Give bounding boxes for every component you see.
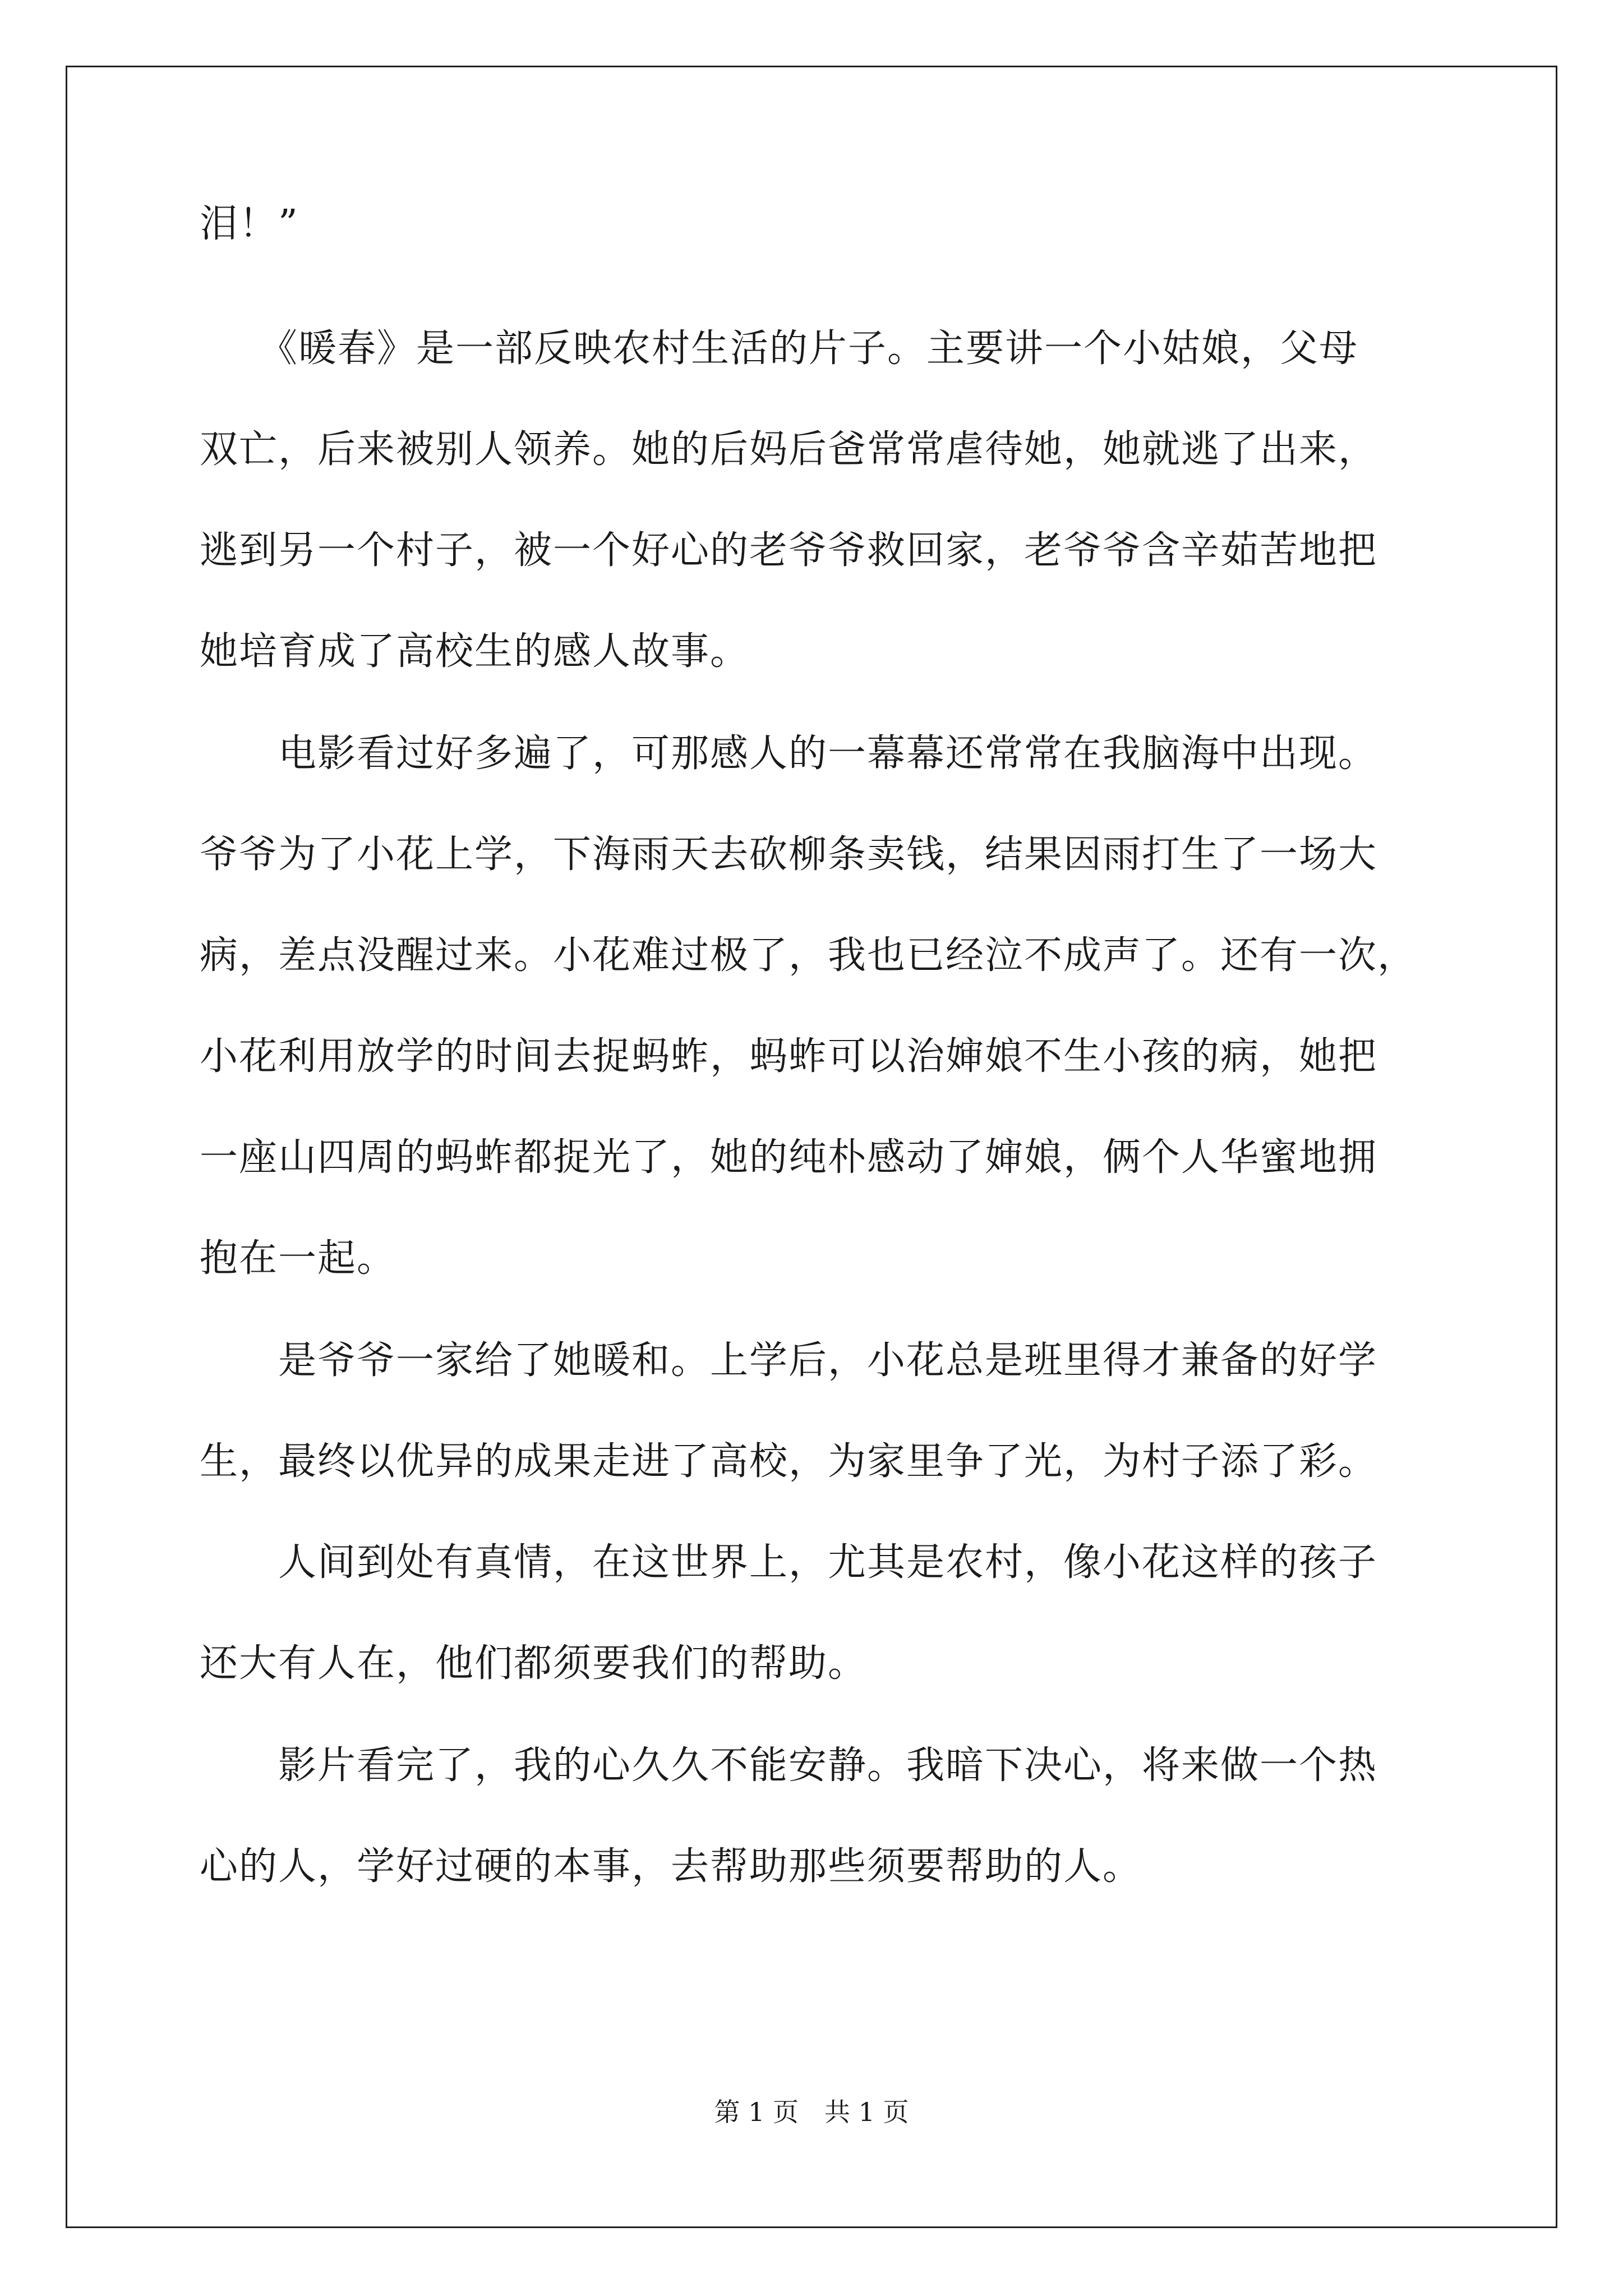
text-line: 逃到另一个村子，被一个好心的老爷爷救回家，老爷爷含辛茹苦地把 — [200, 528, 1378, 573]
text-line: 电影看过好多遍了，可那感人的一幕幕还常常在我脑海中出现。 — [200, 731, 1378, 776]
text-line: 是爷爷一家给了她暖和。上学后，小花总是班里得才兼备的好学 — [200, 1338, 1378, 1383]
text-line: 双亡，后来被别人领养。她的后妈后爸常常虐待她，她就逃了出来， — [200, 427, 1378, 472]
text-line: 人间到处有真情，在这世界上，尤其是农村，像小花这样的孩子 — [200, 1540, 1378, 1585]
text-line: 生，最终以优异的成果走进了高校，为家里争了光，为村子添了彩。 — [200, 1439, 1378, 1484]
text-line: 心的人，学好过硬的本事，去帮助那些须要帮助的人。 — [200, 1844, 1142, 1889]
text-line: 小花利用放学的时间去捉蚂蚱，蚂蚱可以治婶娘不生小孩的病，她把 — [200, 1034, 1378, 1079]
page-footer — [0, 2095, 1623, 2129]
text-line: 还大有人在，他们都须要我们的帮助。 — [200, 1641, 868, 1686]
text-line: 一座山四周的蚂蚱都捉光了，她的纯朴感动了婶娘，俩个人华蜜地拥 — [200, 1135, 1378, 1180]
text-line: 她培育成了高校生的感人故事。 — [200, 629, 750, 674]
page-number: 第 1 页 共 1 页 — [714, 2097, 909, 2127]
text-line: 抱在一起。 — [200, 1236, 396, 1281]
text-line: 病，差点没醒过来。小花难过极了，我也已经泣不成声了。还有一次， — [200, 933, 1417, 978]
text-line: 《暖春》是一部反映农村生活的片子。主要讲一个小姑娘，父母 — [200, 326, 1359, 371]
text-line: 泪！” — [200, 202, 299, 246]
text-line: 影片看完了，我的心久久不能安静。我暗下决心，将来做一个热 — [200, 1743, 1378, 1788]
text-line: 爷爷为了小花上学，下海雨天去砍柳条卖钱，结果因雨打生了一场大 — [200, 832, 1378, 877]
